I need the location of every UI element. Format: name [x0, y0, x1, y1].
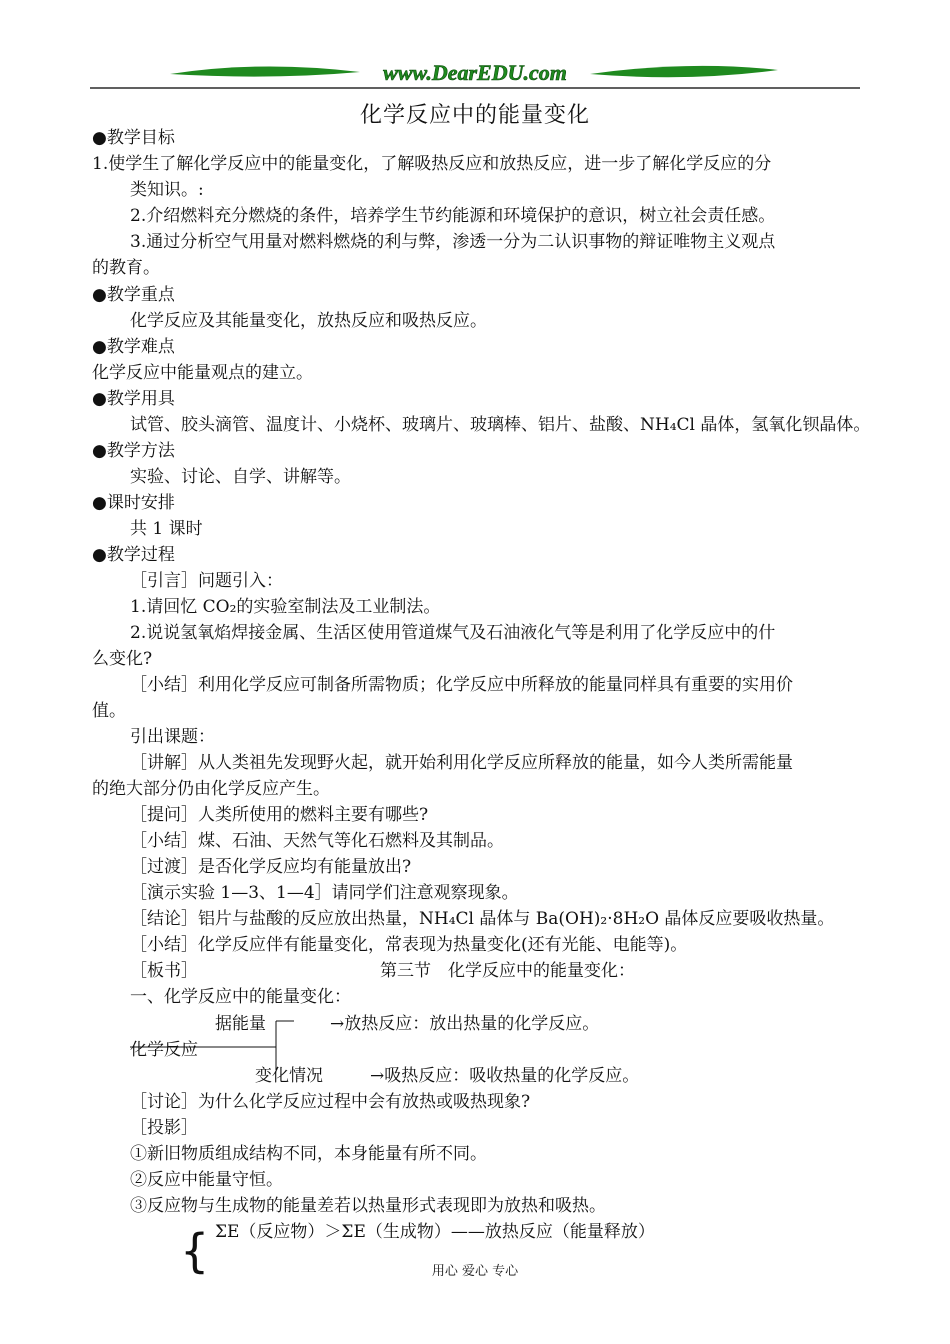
paragraph: ［结论］铝片与盐酸的反应放出热量，NH₄Cl 晶体与 Ba(OH)₂·8H₂O 晶体反应要吸收热量。	[130, 909, 835, 929]
curly-brace-icon: {	[180, 1224, 210, 1278]
paragraph: 实验、讨论、自学、讲解等。	[130, 467, 351, 487]
paragraph: 一、化学反应中的能量变化：	[130, 987, 351, 1007]
energy-equation: ΣE（反应物）＞ΣE（生成物）——放热反应（能量释放）	[215, 1222, 655, 1242]
document-title: 化学反应中的能量变化	[359, 103, 590, 128]
diagram-label-by-energy: 据能量	[215, 1014, 266, 1034]
diagram-label-change: 变化情况	[255, 1066, 323, 1086]
section-heading: ●课时安排	[92, 493, 175, 513]
paragraph: ［讨论］为什么化学反应过程中会有放热或吸热现象?	[130, 1092, 531, 1112]
paragraph: 值。	[92, 701, 126, 721]
section-heading: ●教学难点	[92, 337, 175, 357]
paragraph: 3.通过分析空气用量对燃料燃烧的利与弊，渗透一分为二认识事物的辩证唯物主义观点	[130, 232, 776, 252]
paragraph: 共 1 课时	[130, 519, 203, 539]
section-heading: ●教学重点	[92, 285, 175, 305]
footer-slogan: 用心 爱心 专心	[431, 1264, 519, 1279]
paragraph: 的绝大部分仍由化学反应产生。	[92, 779, 330, 799]
section-heading: ●教学方法	[92, 441, 175, 461]
paragraph: ［提问］人类所使用的燃料主要有哪些?	[130, 805, 429, 825]
board-heading: 第三节 化学反应中的能量变化：	[380, 961, 635, 981]
paragraph: 2.介绍燃料充分燃烧的条件，培养学生节约能源和环境保护的意识，树立社会责任感。	[130, 206, 776, 226]
paragraph: ［过渡］是否化学反应均有能量放出?	[130, 857, 412, 877]
diagram-root-label: 化学反应	[130, 1040, 198, 1060]
paragraph: ［引言］问题引入：	[130, 571, 283, 591]
paragraph: 类知识。:	[130, 180, 204, 200]
paragraph: ①新旧物质组成结构不同，本身能量有所不同。	[130, 1144, 487, 1164]
paragraph: ［演示实验 1—3、1—4］请同学们注意观察现象。	[130, 883, 519, 903]
section-heading: ●教学过程	[92, 545, 175, 565]
paragraph: ［讲解］从人类祖先发现野火起，就开始利用化学反应所释放的能量，如今人类所需能量	[130, 753, 793, 773]
paragraph: ［小结］煤、石油、天然气等化石燃料及其制品。	[130, 831, 504, 851]
paragraph: 么变化?	[92, 649, 153, 669]
paragraph: ［板书］	[130, 961, 198, 981]
paragraph: 1.请回忆 CO₂的实验室制法及工业制法。	[130, 597, 441, 617]
section-heading: ●教学目标	[92, 128, 175, 148]
paragraph: 化学反应中能量观点的建立。	[92, 363, 313, 383]
paragraph: 化学反应及其能量变化，放热反应和吸热反应。	[130, 311, 487, 331]
paragraph: ［小结］利用化学反应可制备所需物质；化学反应中所释放的能量同样具有重要的实用价	[130, 675, 793, 695]
paragraph: 1.使学生了解化学反应中的能量变化，了解吸热反应和放热反应，进一步了解化学反应的分	[92, 154, 772, 174]
paragraph: 引出课题：	[130, 727, 215, 747]
section-heading: ●教学用具	[92, 389, 175, 409]
paragraph: ［小结］化学反应伴有能量变化，常表现为热量变化(还有光能、电能等)。	[130, 935, 688, 955]
diagram-branch-endothermic: →吸热反应：吸收热量的化学反应。	[370, 1066, 640, 1086]
paragraph: ③反应物与生成物的能量差若以热量形式表现即为放热和吸热。	[130, 1196, 606, 1216]
diagram-branch-exothermic: →放热反应：放出热量的化学反应。	[330, 1014, 600, 1034]
paragraph: 2.说说氢氧焰焊接金属、生活区使用管道煤气及石油液化气等是利用了化学反应中的什	[130, 623, 776, 643]
paragraph: ②反应中能量守恒。	[130, 1170, 283, 1190]
paragraph: 试管、胶头滴管、温度计、小烧杯、玻璃片、玻璃棒、铝片、盐酸、NH₄Cl 晶体，氢氧化钡晶体。	[130, 415, 871, 435]
paragraph: ［投影］	[130, 1118, 198, 1138]
site-logo: www.DearEDU.com	[383, 60, 567, 85]
paragraph: 的教育。	[92, 258, 160, 278]
